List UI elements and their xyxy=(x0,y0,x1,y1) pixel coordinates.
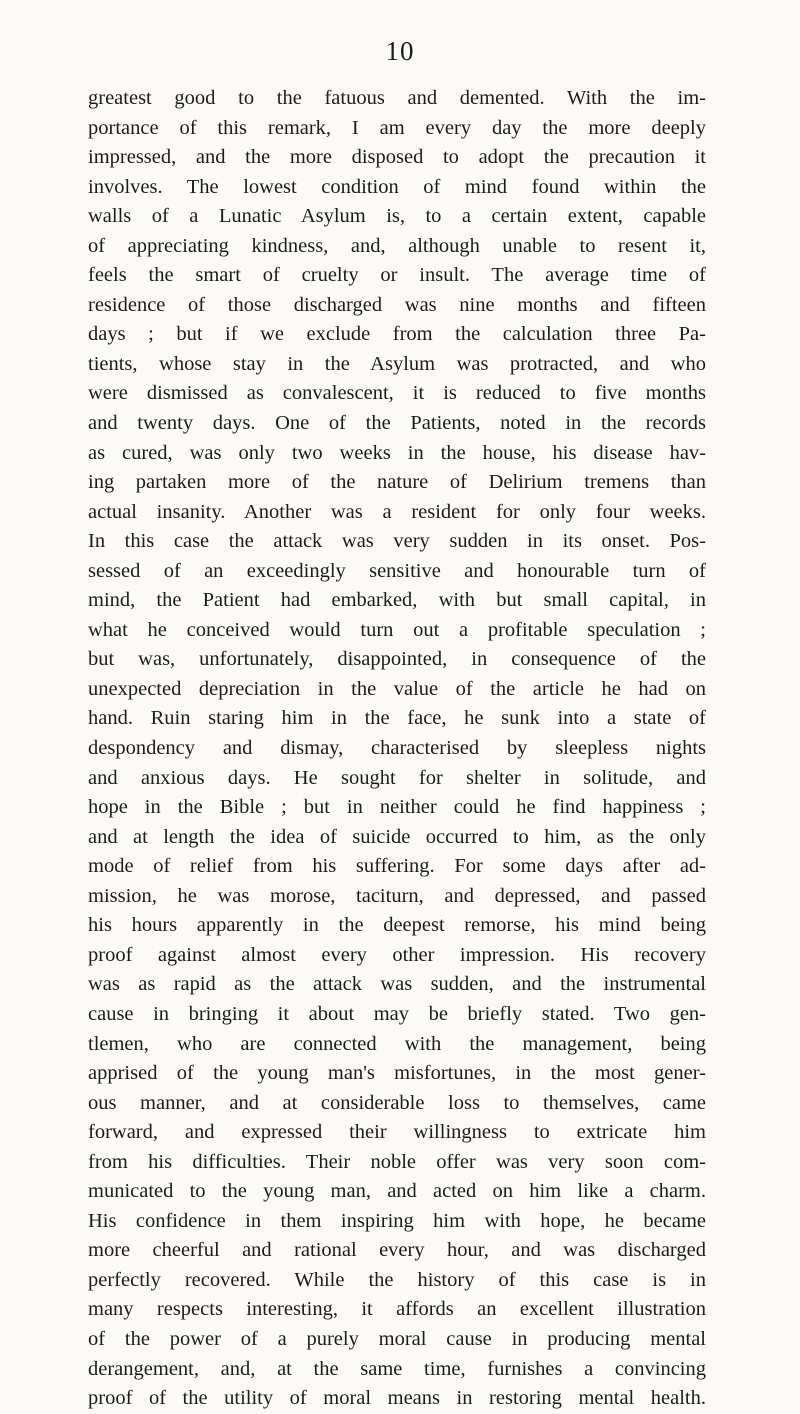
text-line: In this case the attack was very sudden in its onset. Pos- xyxy=(88,530,706,553)
text-line: derangement, and, at the same time, furnishes a convincing xyxy=(88,1357,706,1380)
text-line: tients, whose stay in the Asylum was protracted, and who xyxy=(88,352,706,375)
text-line: ous manner, and at considerable loss to themselves, came xyxy=(88,1091,706,1114)
text-line: cause in bringing it about may be briefly stated. Two gen- xyxy=(88,1002,706,1025)
text-line: tlemen, who are connected with the management, being xyxy=(88,1032,706,1055)
text-line: greatest good to the fatuous and demented. With the im- xyxy=(88,87,706,109)
text-line: municated to the young man, and acted on him like a charm. xyxy=(88,1180,706,1203)
text-line: as cured, was only two weeks in the house, his disease hav- xyxy=(88,441,706,464)
text-line: mind, the Patient had embarked, with but small capital, in xyxy=(88,589,706,612)
text-line: portance of this remark, I am every day the more deeply xyxy=(88,116,706,139)
text-line: his hours apparently in the deepest remorse, his mind being xyxy=(88,914,706,937)
text-line: of the power of a purely moral cause in producing mental xyxy=(88,1327,706,1350)
text-line: days ; but if we exclude from the calculation three Pa- xyxy=(88,323,706,346)
text-line: more cheerful and rational every hour, and was discharged xyxy=(88,1239,706,1262)
text-line: hand. Ruin staring him in the face, he sunk into a state of xyxy=(88,707,706,730)
text-line: despondency and dismay, characterised by sleepless nights xyxy=(88,737,706,760)
text-line: walls of a Lunatic Asylum is, to a certain extent, capable xyxy=(88,205,706,228)
text-line: what he conceived would turn out a profitable speculation ; xyxy=(88,618,706,641)
text-line: was as rapid as the attack was sudden, and the instrumental xyxy=(88,973,706,996)
text-line: apprised of the young man's misfortunes, in the most gener- xyxy=(88,1062,706,1085)
text-line: perfectly recovered. While the history of this case is in xyxy=(88,1268,706,1291)
text-line: but was, unfortunately, disappointed, in consequence of the xyxy=(88,648,706,671)
text-line: hope in the Bible ; but in neither could he find happiness ; xyxy=(88,796,706,819)
text-line: residence of those discharged was nine months and fifteen xyxy=(88,293,706,316)
text-line: of appreciating kindness, and, although unable to resent it, xyxy=(88,234,706,257)
text-line: sessed of an exceedingly sensitive and honourable turn of xyxy=(88,559,706,582)
text-line: were dismissed as convalescent, it is reduced to five months xyxy=(88,382,706,405)
text-line: proof against almost every other impression. His recovery xyxy=(88,943,706,966)
page-number: 10 xyxy=(385,36,415,66)
text-line: mission, he was morose, taciturn, and depressed, and passed xyxy=(88,884,706,907)
text-line: actual insanity. Another was a resident for only four weeks. xyxy=(88,500,706,523)
text-line: many respects interesting, it affords an excellent illustration xyxy=(88,1298,706,1321)
text-line: feels the smart of cruelty or insult. The average time of xyxy=(88,264,706,287)
body-text xyxy=(88,84,706,1414)
text-line: proof of the utility of moral means in restoring mental health. xyxy=(88,1387,706,1410)
text-line: mode of relief from his suffering. For some days after ad- xyxy=(88,855,706,878)
text-line: and at length the idea of suicide occurred to him, as the only xyxy=(88,825,706,848)
text-line: and twenty days. One of the Patients, noted in the records xyxy=(88,412,706,435)
text-line: unexpected depreciation in the value of the article he had on xyxy=(88,677,706,700)
text-line: involves. The lowest condition of mind found within the xyxy=(88,175,706,198)
text-line: from his difficulties. Their noble offer was very soon com- xyxy=(88,1150,706,1173)
text-line: and anxious days. He sought for shelter in solitude, and xyxy=(88,766,706,789)
text-line: impressed, and the more disposed to adopt the precaution it xyxy=(88,146,706,169)
text-line: His confidence in them inspiring him with hope, he became xyxy=(88,1209,706,1232)
text-line: ing partaken more of the nature of Delirium tremens than xyxy=(88,471,706,494)
text-line: forward, and expressed their willingness to extricate him xyxy=(88,1121,706,1144)
